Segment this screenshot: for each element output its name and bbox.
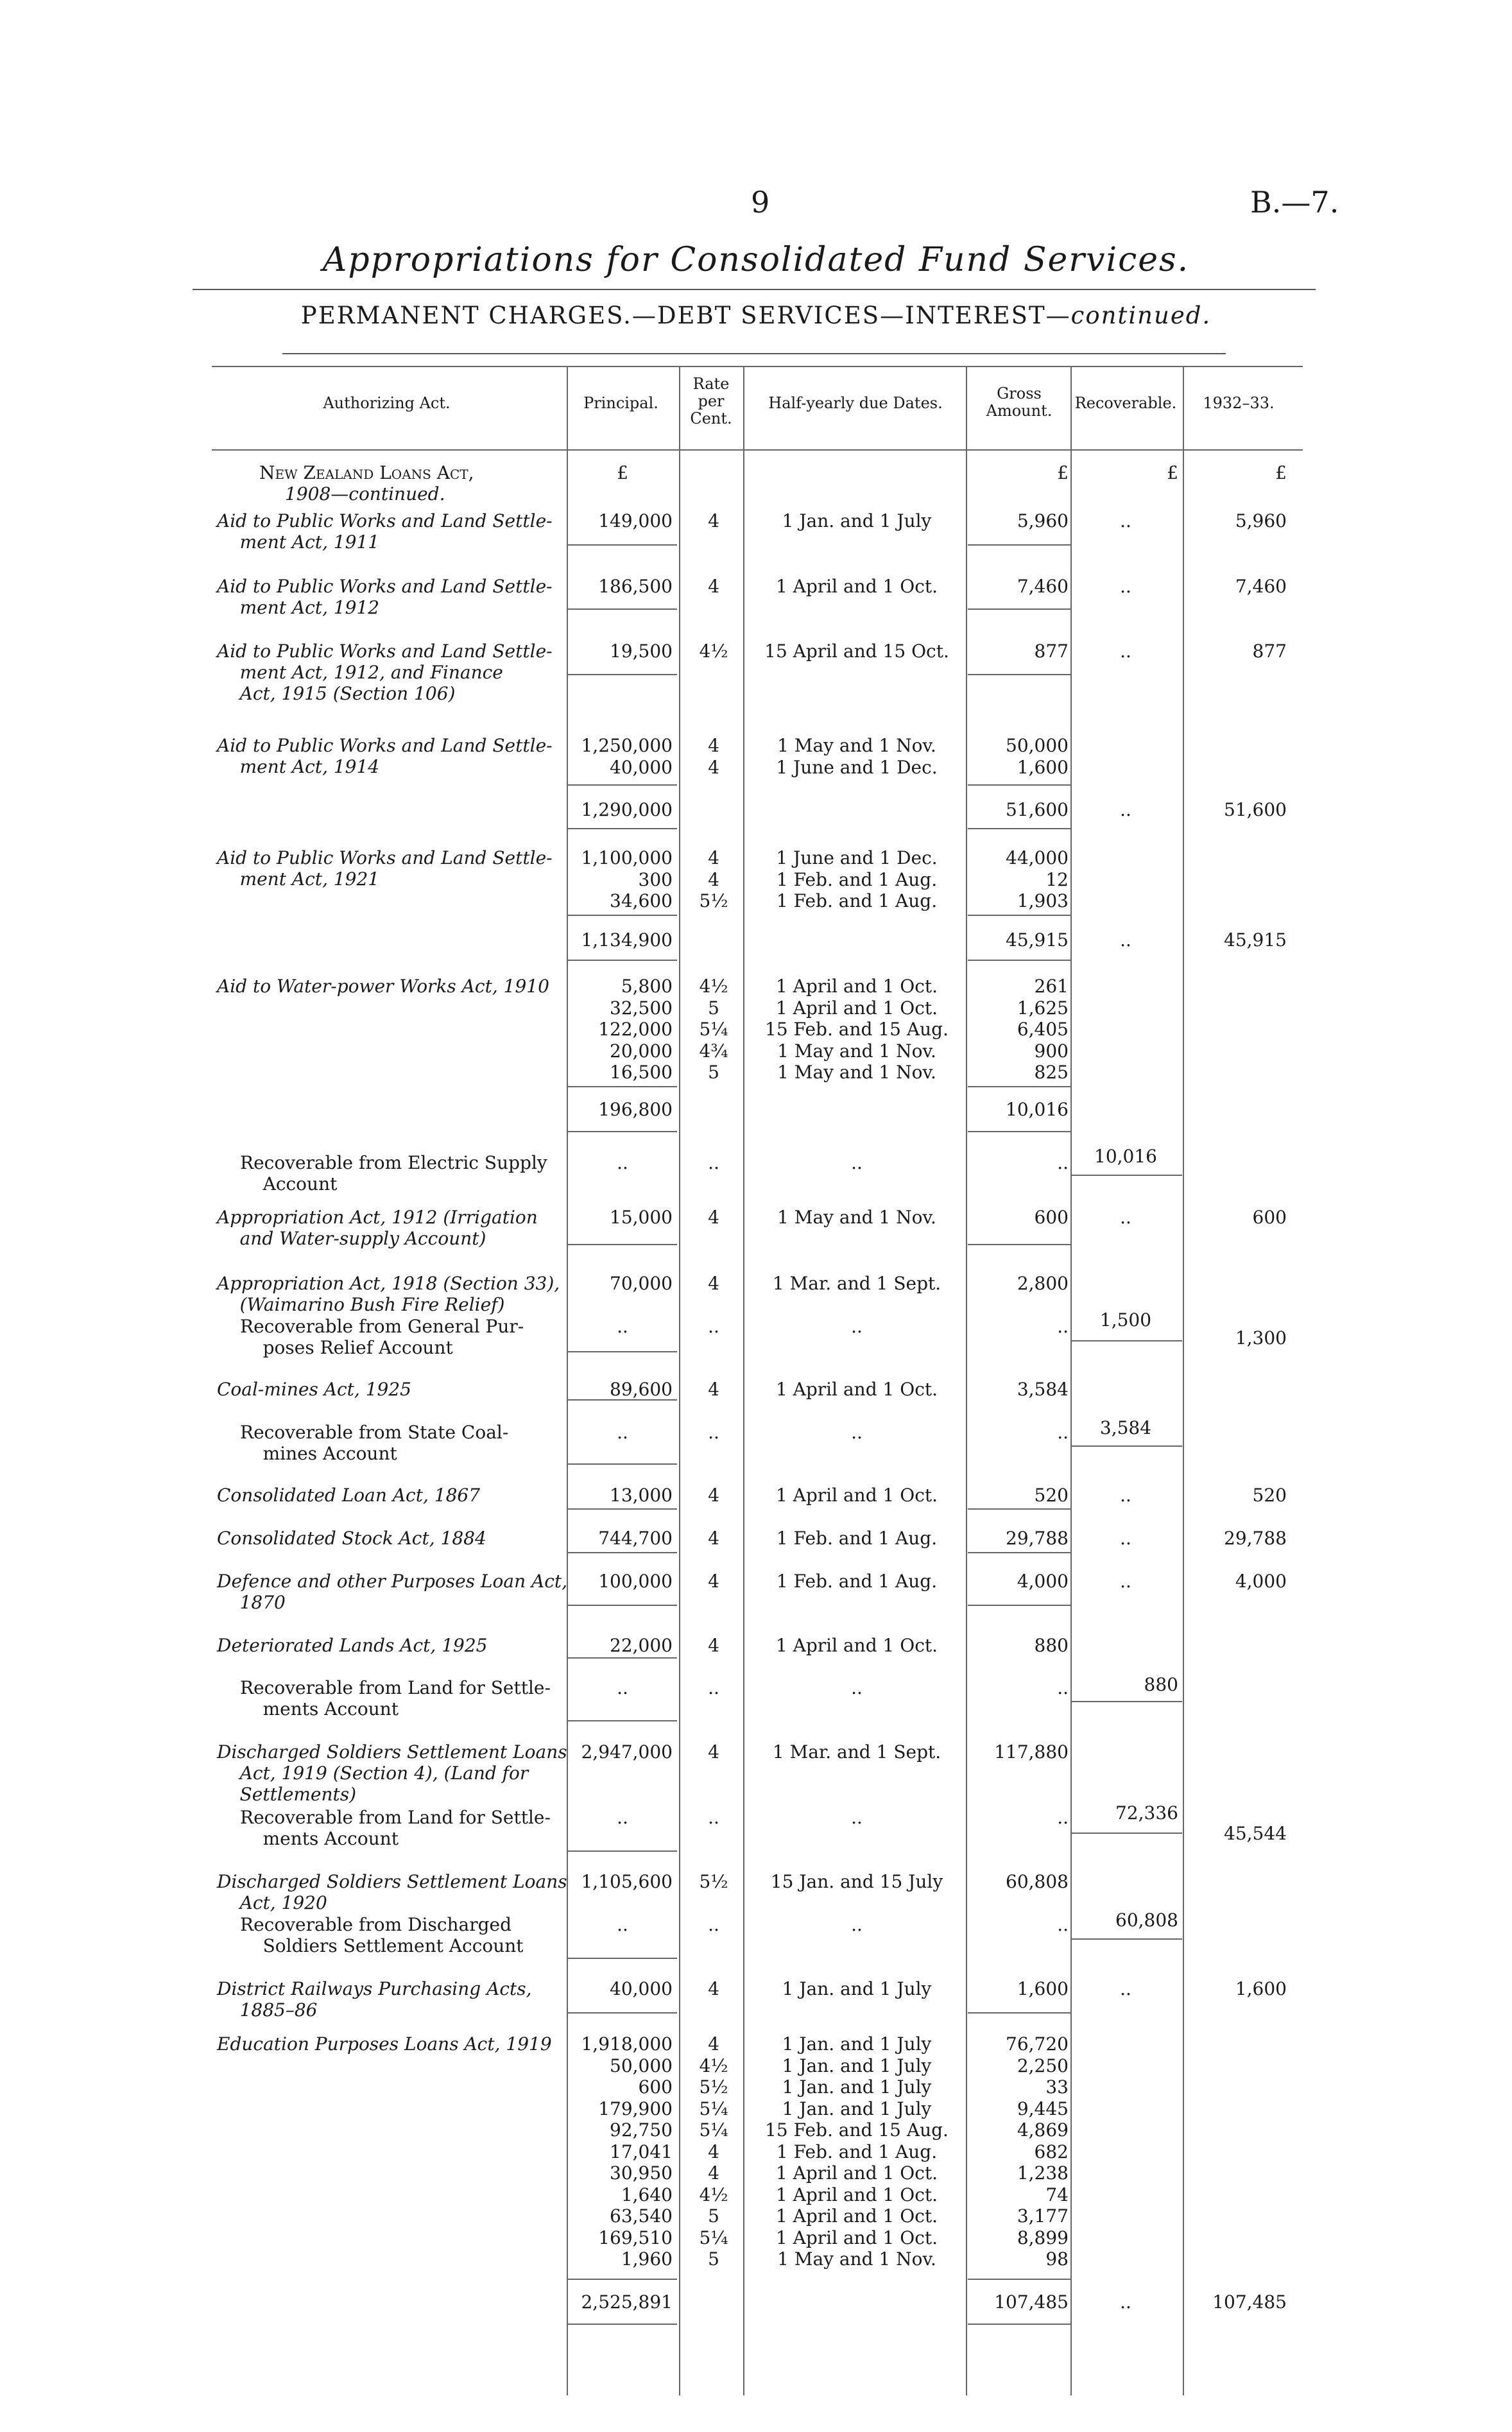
- subtitle-rule: [282, 353, 1226, 354]
- gross-value: 29,788: [1006, 1528, 1069, 1549]
- rule: [568, 1086, 677, 1087]
- rule: [568, 915, 677, 916]
- recoverable-value: ..: [1120, 1528, 1131, 1549]
- header-due-dates: Half-yearly due Dates.: [768, 394, 943, 412]
- rule: [568, 1399, 677, 1401]
- rate-value: 4: [708, 1485, 719, 1506]
- principal-value: 70,000: [610, 1273, 673, 1294]
- year-value: 45,915: [1224, 929, 1287, 951]
- principal-total: 1,290,000: [581, 799, 673, 820]
- dots: ..: [617, 1152, 628, 1173]
- rule: [568, 608, 677, 610]
- year-value: 45,544: [1224, 1823, 1287, 1844]
- rule: [568, 1720, 677, 1721]
- act-label: District Railways Purchasing Acts, 1885–86: [217, 1978, 532, 2021]
- header-top-rule: [212, 366, 1303, 367]
- dots: ..: [617, 1316, 628, 1337]
- rule: [968, 2324, 1070, 2325]
- principal-value: 1,918,000 50,000 600 179,900 92,750 17,041 30,950 1,640 63,540 169,510 1,960: [581, 2033, 673, 2270]
- act-label: Aid to Public Works and Land Settle- ment Act, 1911: [217, 510, 553, 553]
- gross-value: 600: [1034, 1207, 1069, 1228]
- principal-value: 89,600: [610, 1379, 673, 1400]
- rate-value: 4: [708, 1635, 719, 1656]
- act-label: Aid to Public Works and Land Settle- ment Act, 1921: [217, 847, 553, 890]
- rule: [1072, 1701, 1182, 1702]
- act-label: Discharged Soldiers Settlement Loans Act, 1920: [217, 1871, 567, 1913]
- rule: [968, 674, 1070, 675]
- act-label: Aid to Public Works and Land Settle- ment Act, 1912, and Finance Act, 1915 (Section 106): [217, 641, 553, 704]
- rule: [568, 674, 677, 675]
- recoverable-value: 10,016: [1094, 1146, 1157, 1167]
- gross-total: 45,915: [1006, 929, 1069, 951]
- year-value: 4,000: [1235, 1571, 1287, 1592]
- year-value: 29,788: [1224, 1528, 1287, 1549]
- due-dates: 1 June and 1 Dec. 1 Feb. and 1 Aug. 1 Feb. and 1 Aug.: [776, 847, 938, 911]
- currency-symbol: £: [1167, 462, 1178, 483]
- recoverable-label: Recoverable from Electric Supply Account: [240, 1152, 547, 1194]
- dots: ..: [851, 1807, 863, 1828]
- recoverable-value: 1,500: [1099, 1309, 1152, 1331]
- recoverable-value: ..: [1120, 2291, 1131, 2313]
- header-authorizing-act: Authorizing Act.: [323, 394, 451, 412]
- page-number: 9: [751, 185, 770, 220]
- rule: [968, 1605, 1070, 1606]
- gross-value: 5,960: [1017, 510, 1069, 531]
- recoverable-value: ..: [1120, 799, 1131, 820]
- gross-value: 3,584: [1017, 1379, 1069, 1400]
- rate-value: 4: [708, 1379, 719, 1400]
- dots: ..: [617, 1677, 628, 1698]
- section-subtitle: [0, 302, 1512, 329]
- principal-value: 22,000: [610, 1635, 673, 1656]
- due-dates: 1 Feb. and 1 Aug.: [776, 1571, 938, 1592]
- rule: [968, 544, 1070, 546]
- principal-value: 15,000: [610, 1207, 673, 1228]
- act-label: Aid to Public Works and Land Settle- ment Act, 1914: [217, 735, 553, 777]
- subtitle-main: PERMANENT CHARGES.—DEBT SERVICES—INTEREST—: [300, 302, 1071, 329]
- due-dates: 1 April and 1 Oct.: [775, 576, 938, 597]
- title-rule: [193, 289, 1316, 290]
- act-label: Education Purposes Loans Act, 1919: [217, 2033, 552, 2055]
- dots: ..: [708, 1677, 719, 1698]
- act-label: Aid to Public Works and Land Settle- ment Act, 1912: [217, 576, 553, 618]
- dots: ..: [708, 1807, 719, 1828]
- year-value: 5,960: [1235, 510, 1287, 531]
- due-dates: 1 May and 1 Nov. 1 June and 1 Dec.: [776, 735, 938, 778]
- rate-value: 4: [708, 1978, 719, 1999]
- rate-value: 5½: [699, 1871, 728, 1892]
- year-value: 520: [1252, 1485, 1287, 1506]
- act-label: Appropriation Act, 1912 (Irrigation and Water-supply Account): [217, 1207, 538, 1249]
- principal-value: 149,000: [598, 510, 673, 531]
- dots: ..: [617, 1807, 628, 1828]
- recoverable-value: 72,336: [1115, 1802, 1178, 1824]
- rate-value: 4½ 5 5¼ 4¾ 5: [699, 976, 728, 1083]
- year-value: 7,460: [1235, 576, 1287, 597]
- principal-value: 13,000: [610, 1485, 673, 1506]
- act-label: Appropriation Act, 1918 (Section 33), (Waimarino Bush Fire Relief): [217, 1273, 560, 1315]
- due-dates: 1 April and 1 Oct. 1 April and 1 Oct. 15 Feb. and 15 Aug. 1 May and 1 Nov. 1 May and 1 Nov.: [765, 976, 949, 1083]
- rate-value: 4: [708, 1741, 719, 1763]
- gross-value: 44,000 12 1,903: [1006, 847, 1069, 911]
- year-value: 107,485: [1212, 2291, 1287, 2313]
- rule: [968, 1552, 1070, 1553]
- rule: [968, 2279, 1070, 2280]
- recoverable-value: ..: [1120, 576, 1131, 597]
- principal-value: 40,000: [610, 1978, 673, 1999]
- rule: [1072, 1340, 1182, 1341]
- rule: [568, 1351, 677, 1352]
- rule: [968, 1131, 1070, 1132]
- recoverable-label: Recoverable from Land for Settle- ments Account: [240, 1677, 551, 1720]
- dots: ..: [851, 1152, 863, 1173]
- header-gross-amount: Gross Amount.: [986, 384, 1052, 420]
- due-dates: 1 April and 1 Oct.: [775, 1485, 938, 1506]
- recoverable-value: 3,584: [1099, 1417, 1152, 1438]
- gross-value: 4,000: [1017, 1571, 1069, 1592]
- rate-value: 4: [708, 1571, 719, 1592]
- act-label: Discharged Soldiers Settlement Loans Act, 1919 (Section 4), (Land for Settlements): [217, 1741, 567, 1805]
- column-rule: [679, 367, 680, 2395]
- column-rule: [1183, 367, 1184, 2395]
- due-dates: 1 Mar. and 1 Sept.: [772, 1273, 941, 1294]
- year-value: 1,600: [1235, 1978, 1287, 1999]
- gross-value: 117,880: [994, 1741, 1069, 1763]
- rule: [568, 2279, 677, 2280]
- principal-value: 100,000: [598, 1571, 673, 1592]
- year-value: 51,600: [1224, 799, 1287, 820]
- column-rule: [567, 367, 568, 2395]
- act-label: Deteriorated Lands Act, 1925: [217, 1635, 488, 1656]
- act-label: Coal-mines Act, 1925: [217, 1379, 411, 1400]
- act-label: Aid to Water-power Works Act, 1910: [217, 976, 549, 997]
- due-dates: 1 Feb. and 1 Aug.: [776, 1528, 938, 1549]
- principal-value: 5,800 32,500 122,000 20,000 16,500: [598, 976, 673, 1083]
- rule: [568, 544, 677, 546]
- currency-symbol: £: [1275, 462, 1287, 483]
- gross-total: 107,485: [994, 2291, 1069, 2313]
- dots: ..: [1057, 1422, 1069, 1443]
- year-value: 877: [1252, 641, 1287, 662]
- gross-total: 51,600: [1006, 799, 1069, 820]
- gross-value: 520: [1034, 1485, 1069, 1506]
- recoverable-value: 60,808: [1115, 1910, 1178, 1931]
- due-dates: 1 April and 1 Oct.: [775, 1635, 938, 1656]
- gross-value: 261 1,625 6,405 900 825: [1017, 976, 1069, 1083]
- dots: ..: [1057, 1677, 1069, 1698]
- due-dates: 1 Jan. and 1 July 1 Jan. and 1 July 1 Jan. and 1 July 1 Jan. and 1 July 15 Feb. and 15 Aug. 1 Feb. and 1 Aug. 1 April and 1 Oct. 1 April and 1 Oct. 1 April and 1 Oct. 1 April and 1 Oct. 1 May and 1 Nov.: [765, 2033, 949, 2270]
- dots: ..: [617, 1422, 628, 1443]
- rate-value: 4: [708, 1207, 719, 1228]
- header-bottom-rule: [212, 449, 1303, 451]
- principal-value: 2,947,000: [581, 1741, 673, 1763]
- recoverable-value: ..: [1120, 1978, 1131, 1999]
- rule: [1072, 1938, 1182, 1940]
- rate-value: 4 4: [708, 735, 719, 778]
- rule: [568, 828, 677, 829]
- rule: [568, 1958, 677, 1959]
- rule: [968, 2012, 1070, 2014]
- gross-value: 1,600: [1017, 1978, 1069, 1999]
- principal-value: 186,500: [598, 576, 673, 597]
- rule: [1072, 1445, 1182, 1447]
- rule: [968, 608, 1070, 610]
- rate-value: 4: [708, 1273, 719, 1294]
- principal-value: 1,105,600: [581, 1871, 673, 1892]
- dots: ..: [708, 1422, 719, 1443]
- due-dates: 1 Jan. and 1 July: [782, 1978, 932, 1999]
- header-recoverable: Recoverable.: [1074, 394, 1177, 412]
- dots: ..: [708, 1152, 719, 1173]
- principal-value: 19,500: [610, 641, 673, 662]
- principal-value: 744,700: [598, 1528, 673, 1549]
- heading-text: New Zealand Loans Act,: [259, 462, 474, 483]
- currency-symbol: £: [617, 462, 628, 483]
- header-year: 1932–33.: [1203, 394, 1275, 412]
- dots: ..: [1057, 1316, 1069, 1337]
- dots: ..: [851, 1316, 863, 1337]
- recoverable-value: ..: [1120, 510, 1131, 531]
- rate-value: 4: [708, 576, 719, 597]
- document-reference: B.—7.: [1250, 185, 1339, 220]
- rule: [1072, 1833, 1182, 1834]
- rule: [968, 1244, 1070, 1245]
- principal-total: 1,134,900: [581, 929, 673, 951]
- recoverable-value: ..: [1120, 1485, 1131, 1506]
- rate-value: 4½: [699, 641, 728, 662]
- recoverable-label: Recoverable from Land for Settle- ments Account: [240, 1807, 551, 1849]
- rule: [568, 1850, 677, 1852]
- recoverable-value: ..: [1120, 1207, 1131, 1228]
- rule: [568, 1552, 677, 1553]
- header-rate: Rate per Cent.: [690, 375, 732, 427]
- due-dates: 1 May and 1 Nov.: [777, 1207, 936, 1228]
- recoverable-value: ..: [1120, 1571, 1131, 1592]
- act-label: Consolidated Loan Act, 1867: [217, 1485, 481, 1506]
- rule: [568, 1131, 677, 1132]
- recoverable-value: ..: [1120, 641, 1131, 662]
- act-label: Defence and other Purposes Loan Act, 1870: [217, 1571, 568, 1613]
- rule: [568, 1605, 677, 1606]
- dots: ..: [708, 1914, 719, 1935]
- principal-total: 196,800: [598, 1099, 673, 1120]
- due-dates: 15 Jan. and 15 July: [770, 1871, 943, 1892]
- rule: [568, 2012, 677, 2014]
- dots: ..: [617, 1914, 628, 1935]
- dots: ..: [851, 1677, 863, 1698]
- due-dates: 15 April and 15 Oct.: [764, 641, 949, 662]
- act-label: Consolidated Stock Act, 1884: [217, 1528, 486, 1549]
- nz-loans-act-heading: [259, 462, 567, 505]
- rule: [968, 1086, 1070, 1087]
- dots: ..: [708, 1316, 719, 1337]
- recoverable-value: 880: [1144, 1674, 1178, 1695]
- due-dates: 1 April and 1 Oct.: [775, 1379, 938, 1400]
- gross-value: 880: [1034, 1635, 1069, 1656]
- recoverable-label: Recoverable from General Pur- poses Relief Account: [240, 1316, 524, 1358]
- rule: [568, 1244, 677, 1245]
- principal-total: 2,525,891: [581, 2291, 673, 2313]
- column-rule: [1070, 367, 1072, 2395]
- dots: ..: [1057, 1807, 1069, 1828]
- gross-value: 7,460: [1017, 576, 1069, 597]
- header-principal: Principal.: [583, 394, 658, 412]
- principal-value: 1,100,000 300 34,600: [581, 847, 673, 911]
- currency-symbol: £: [1057, 462, 1069, 483]
- dots: ..: [851, 1422, 863, 1443]
- rule: [568, 2324, 677, 2325]
- rule: [968, 915, 1070, 916]
- gross-value: 50,000 1,600: [1006, 735, 1069, 778]
- year-value: 600: [1252, 1207, 1287, 1228]
- dots: ..: [1057, 1914, 1069, 1935]
- gross-value: 60,808: [1006, 1871, 1069, 1892]
- heading-continued: 1908—continued.: [285, 483, 445, 505]
- rate-value: 4 4 5½: [699, 847, 728, 911]
- rate-value: 4: [708, 1528, 719, 1549]
- rule: [968, 1508, 1070, 1510]
- dots: ..: [1057, 1152, 1069, 1173]
- year-value: 1,300: [1235, 1327, 1287, 1349]
- recoverable-value: ..: [1120, 929, 1131, 951]
- page-title: Appropriations for Consolidated Fund Services.: [322, 241, 1190, 279]
- recoverable-label: Recoverable from State Coal- mines Account: [240, 1422, 509, 1464]
- rule: [568, 784, 677, 786]
- rule: [568, 1657, 677, 1659]
- rule: [968, 828, 1070, 829]
- gross-total: 10,016: [1006, 1099, 1069, 1120]
- rule: [568, 960, 677, 961]
- gross-value: 877: [1034, 641, 1069, 662]
- rule: [968, 784, 1070, 786]
- rule: [568, 1463, 677, 1465]
- recoverable-label: Recoverable from Discharged Soldiers Settlement Account: [240, 1914, 524, 1956]
- gross-value: 2,800: [1017, 1273, 1069, 1294]
- rule: [968, 960, 1070, 961]
- rate-value: 4: [708, 510, 719, 531]
- due-dates: 1 Jan. and 1 July: [782, 510, 932, 531]
- due-dates: 1 Mar. and 1 Sept.: [772, 1741, 941, 1763]
- subtitle-continued: continued.: [1070, 302, 1212, 329]
- rule: [568, 1508, 677, 1510]
- rate-value: 4 4½ 5½ 5¼ 5¼ 4 4 4½ 5 5¼ 5: [699, 2033, 728, 2270]
- gross-value: 76,720 2,250 33 9,445 4,869 682 1,238 74 3,177 8,899 98: [1006, 2033, 1069, 2270]
- dots: ..: [851, 1914, 863, 1935]
- principal-value: 1,250,000 40,000: [581, 735, 673, 778]
- rule: [1072, 1175, 1182, 1176]
